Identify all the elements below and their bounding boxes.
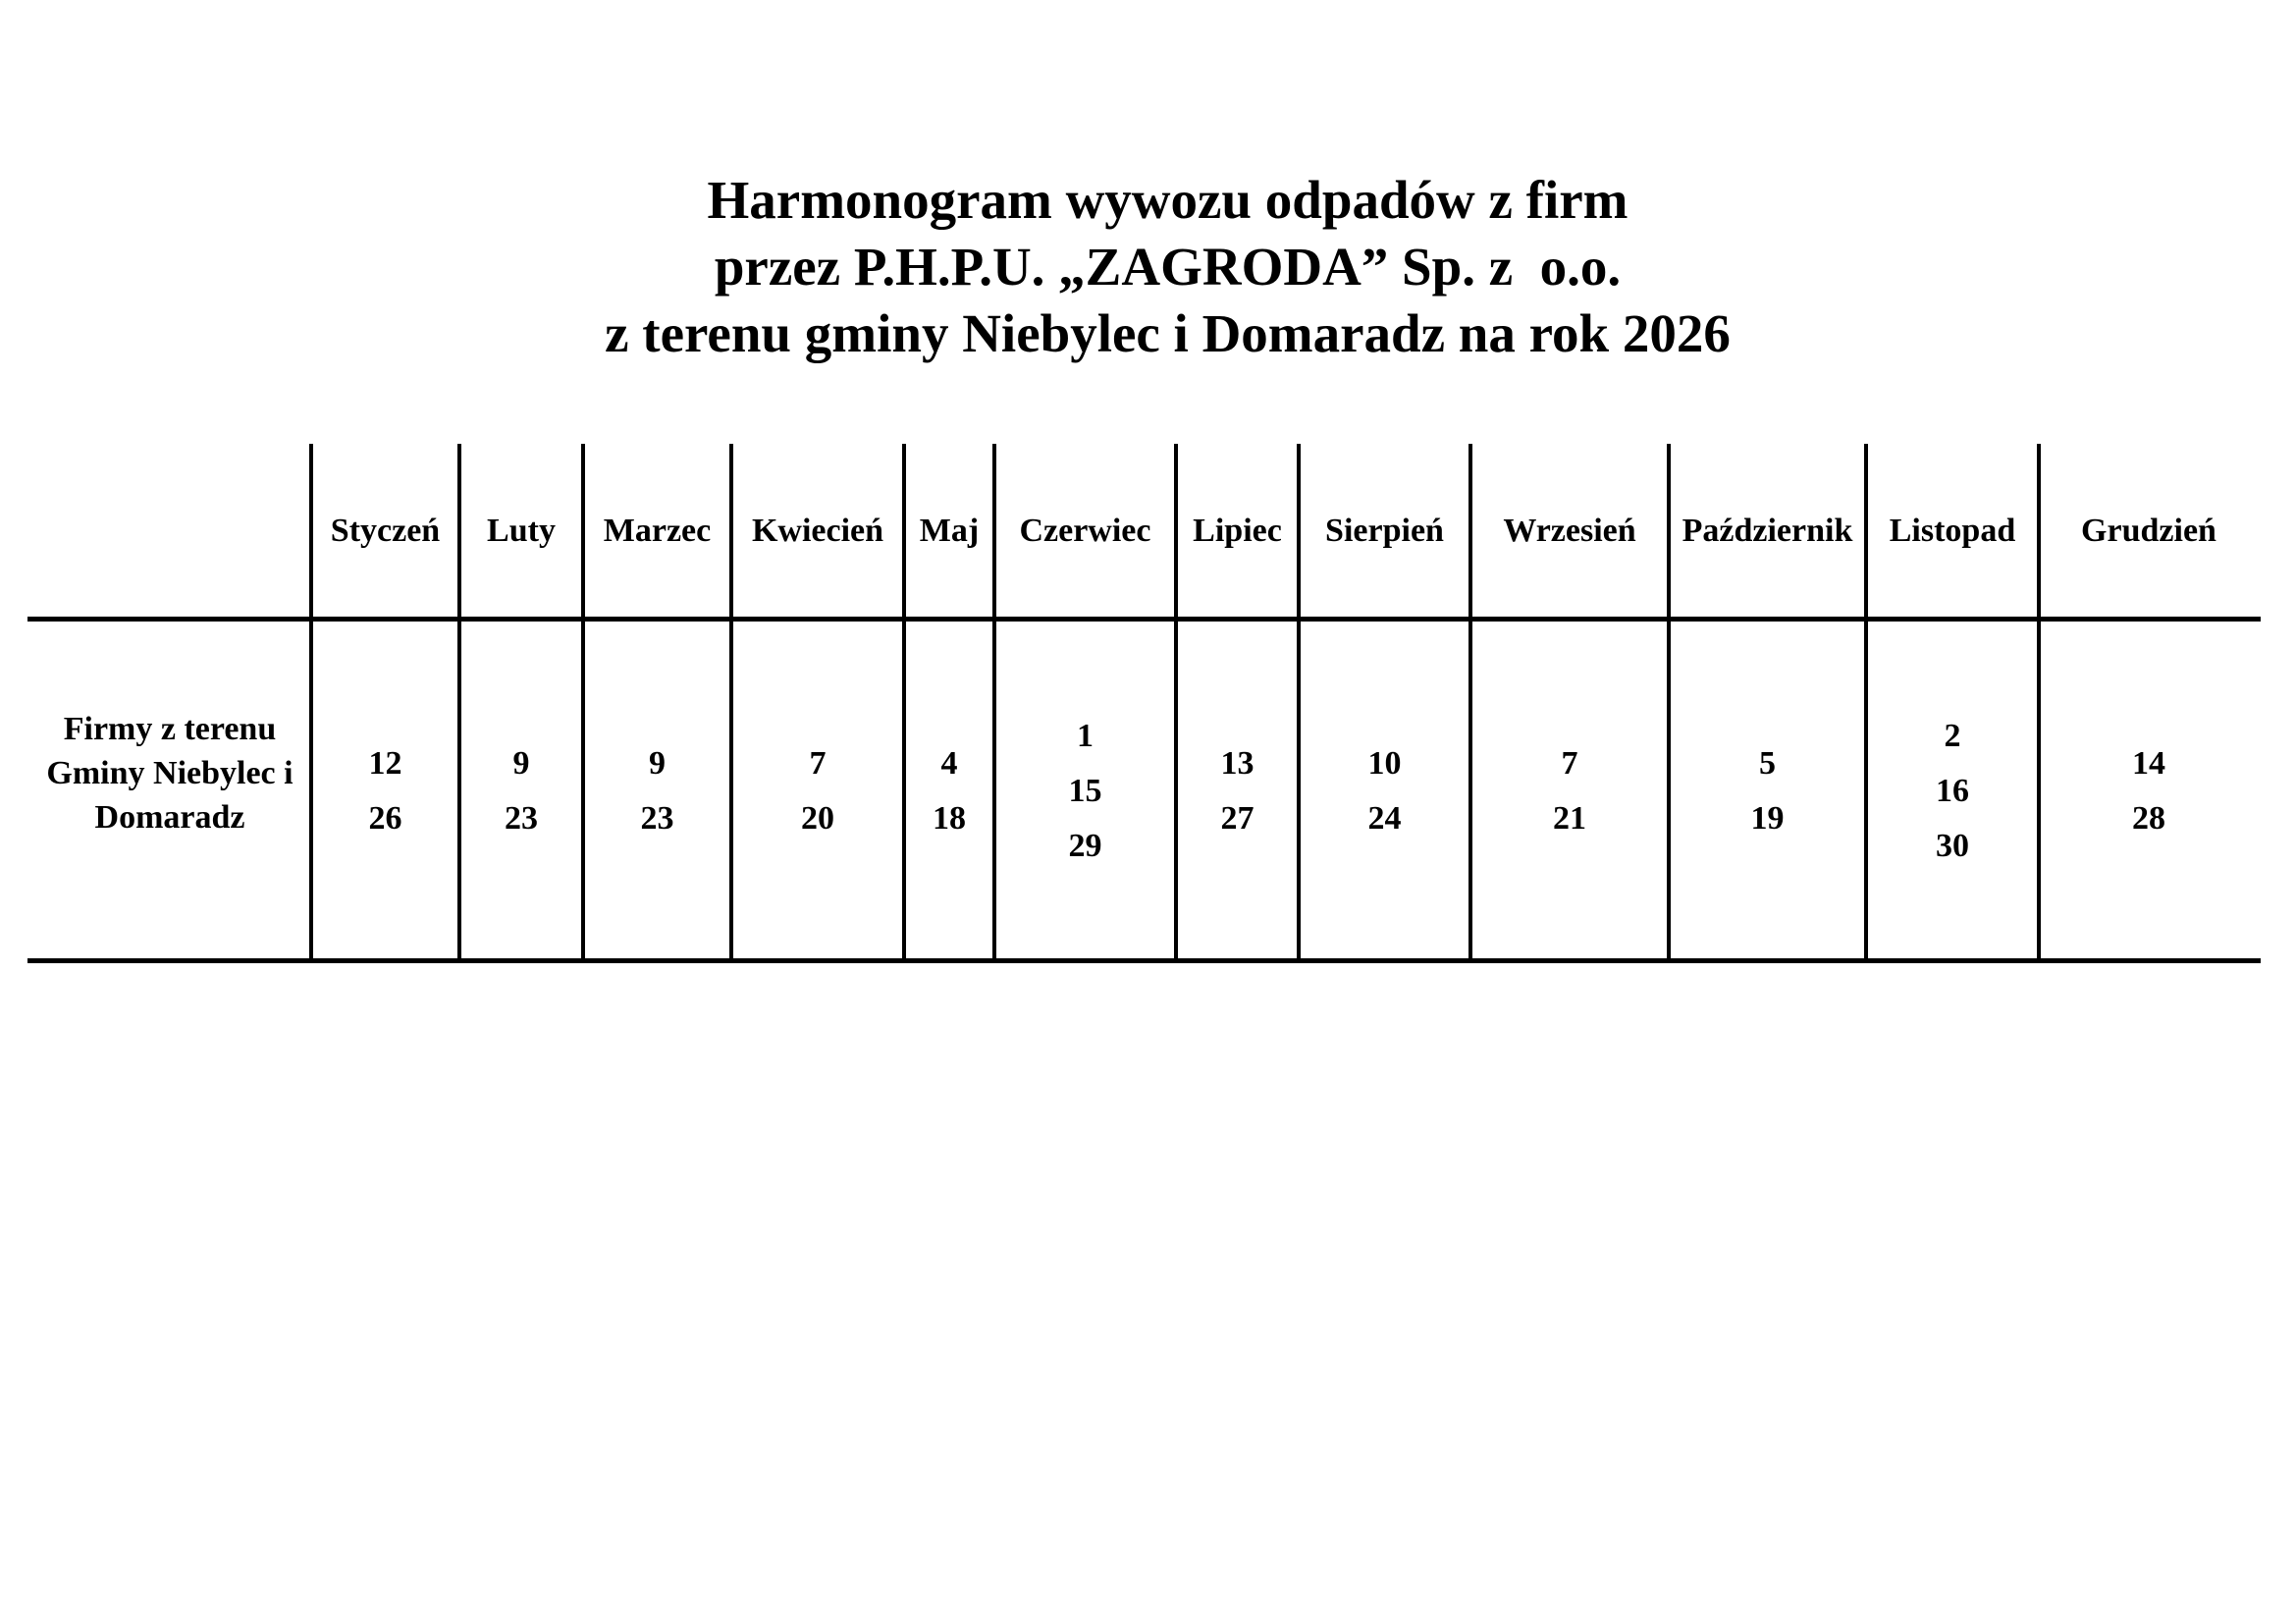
pickup-day: 14 — [2132, 745, 2165, 782]
title-line-2: przez P.H.P.U. „ZAGRODA” Sp. z o.o. — [714, 237, 1622, 297]
pickup-day: 30 — [1936, 828, 1969, 864]
month-header: Czerwiec — [1019, 513, 1151, 549]
pickup-days-cell — [313, 736, 457, 846]
title-line-3: z terenu gminy Niebylec i Domaradz na rok 2026 — [605, 303, 1731, 363]
pickup-day: 2 — [1944, 718, 1961, 754]
pickup-day: 5 — [1759, 745, 1776, 782]
document-title — [0, 167, 2296, 367]
pickup-day: 7 — [1561, 745, 1578, 782]
pickup-days-cell — [461, 736, 581, 846]
month-header: Kwiecień — [751, 513, 884, 549]
pickup-day: 1 — [1077, 718, 1094, 754]
pickup-day: 9 — [512, 745, 530, 782]
month-header: Październik — [1682, 513, 1853, 549]
header-divider — [27, 617, 2261, 622]
pickup-day: 23 — [505, 800, 538, 837]
pickup-day: 26 — [368, 800, 402, 837]
title-line-1: Harmonogram wywozu odpadów z firm — [707, 170, 1629, 230]
month-header: Listopad — [1889, 513, 2016, 549]
month-header: Luty — [487, 513, 556, 549]
pickup-day: 19 — [1750, 800, 1785, 837]
pickup-day: 12 — [368, 745, 402, 782]
pickup-day: 28 — [2132, 800, 2165, 837]
pickup-day: 4 — [940, 745, 958, 782]
pickup-day: 13 — [1220, 745, 1255, 782]
pickup-days-cell — [1178, 736, 1297, 846]
pickup-days-cell — [1671, 736, 1864, 846]
month-header: Grudzień — [2081, 513, 2216, 549]
pickup-days-cell — [996, 709, 1174, 874]
pickup-day: 16 — [1936, 773, 1969, 809]
pickup-days-cell — [1301, 736, 1468, 846]
row-label: Firmy z terenu Gminy Niebylec i Domaradz — [46, 711, 294, 836]
pickup-day: 7 — [809, 745, 827, 782]
pickup-day: 9 — [649, 745, 666, 782]
pickup-day: 20 — [801, 800, 834, 837]
month-header: Maj — [919, 513, 980, 549]
pickup-day: 27 — [1220, 800, 1255, 837]
pickup-days-cell — [1472, 736, 1667, 846]
pickup-day: 18 — [933, 800, 966, 837]
pickup-day: 29 — [1068, 828, 1102, 864]
month-header: Sierpień — [1325, 513, 1444, 549]
pickup-day: 10 — [1367, 745, 1402, 782]
pickup-days-cell — [906, 736, 992, 846]
pickup-days-cell — [585, 736, 729, 846]
month-header: Styczeń — [330, 513, 441, 549]
pickup-days-cell — [1868, 709, 2037, 874]
pickup-day: 21 — [1553, 800, 1586, 837]
pickup-days-cell — [2041, 736, 2257, 846]
month-header: Lipiec — [1193, 513, 1282, 549]
table-bottom-border — [27, 958, 2261, 963]
month-header: Wrzesień — [1503, 513, 1636, 549]
pickup-day: 24 — [1367, 800, 1402, 837]
pickup-day: 15 — [1068, 773, 1102, 809]
pickup-days-cell — [733, 736, 902, 846]
pickup-day: 23 — [640, 800, 674, 837]
month-header: Marzec — [603, 513, 712, 549]
